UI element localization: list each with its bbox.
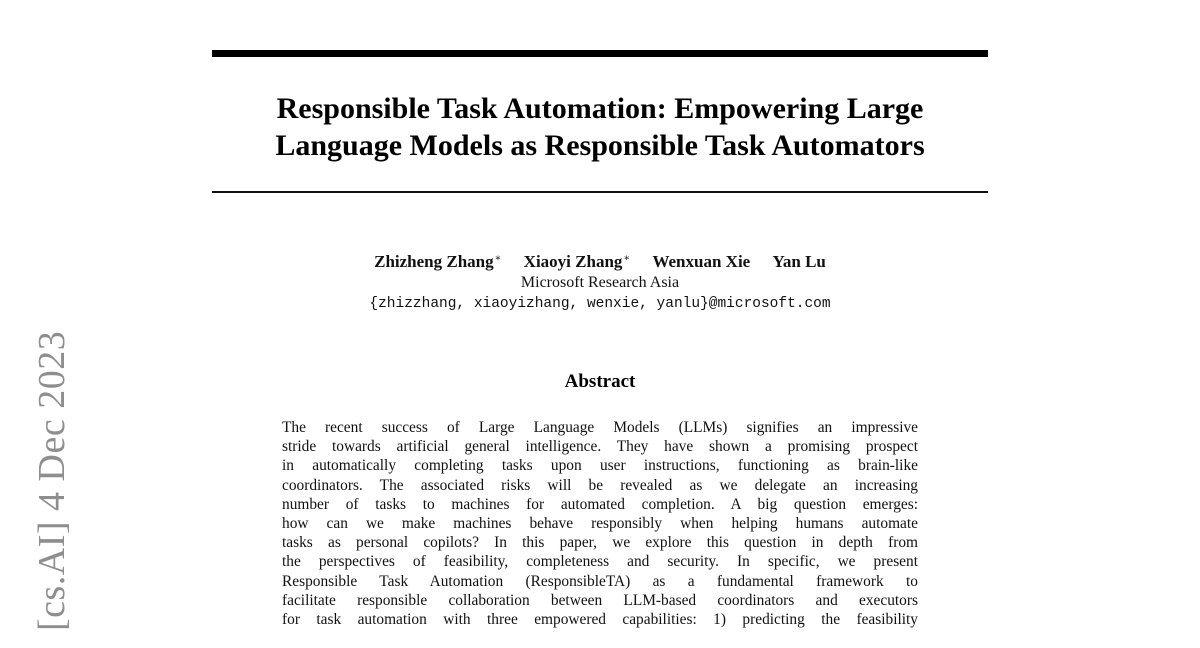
author: [652, 251, 750, 273]
author-block: [212, 248, 988, 315]
abstract-line: number of tasks to machines for automated completion. A big question emerges:: [282, 495, 918, 513]
abstract-line: The recent success of Large Language Models (LLMs) signifies an impressive: [282, 419, 918, 436]
author-list: [212, 248, 988, 273]
author-name: Wenxuan Xie: [652, 252, 751, 271]
arxiv-side-stamp: [cs.AI] 4 Dec 2023: [31, 330, 73, 632]
title-top-rule: [212, 50, 988, 57]
paper-title-line-2: Language Models as Responsible Task Automators: [275, 129, 925, 162]
abstract-line: stride towards artificial general intelligence. They have shown a promising prospect: [282, 438, 918, 456]
affiliation: Microsoft Research Asia: [520, 274, 680, 291]
author-emails: {zhizzhang, xiaoyizhang, wenxie, yanlu}@microsoft.com: [369, 296, 831, 312]
abstract-line: how can we make machines behave responsibly when helping humans automate: [282, 515, 918, 533]
paper-title: [212, 90, 988, 164]
title-bottom-rule: [212, 191, 988, 193]
author-name: Xiaoyi Zhang: [523, 252, 623, 271]
abstract-body: [282, 418, 918, 629]
paper-title-line-1: Responsible Task Automation: Empowering Large: [276, 92, 924, 125]
author: [374, 248, 501, 273]
abstract-line: in automatically completing tasks upon user instructions, functioning as brain-like: [282, 457, 918, 475]
abstract-line: for task automation with three empowered capabilities: 1) predicting the feasibility: [282, 611, 918, 629]
abstract-line: facilitate responsible collaboration between LLM-based coordinators and executors: [282, 591, 918, 609]
abstract-line: the perspectives of feasibility, completeness and security. In specific, we present: [282, 553, 918, 571]
author-name: Zhizheng Zhang: [374, 252, 494, 271]
equal-contribution-mark: ∗: [494, 253, 502, 264]
author-name: Yan Lu: [772, 252, 826, 271]
abstract-line: tasks as personal copilots? In this paper, we explore this question in depth from: [282, 534, 918, 552]
abstract-line: Responsible Task Automation (ResponsibleTA) as a fundamental framework to: [282, 572, 918, 590]
author: [524, 248, 631, 273]
author: [772, 251, 825, 273]
abstract-line: coordinators. The associated risks will be revealed as we delegate an increasing: [282, 476, 918, 494]
abstract-heading: Abstract: [564, 371, 636, 392]
equal-contribution-mark: ∗: [623, 253, 631, 264]
